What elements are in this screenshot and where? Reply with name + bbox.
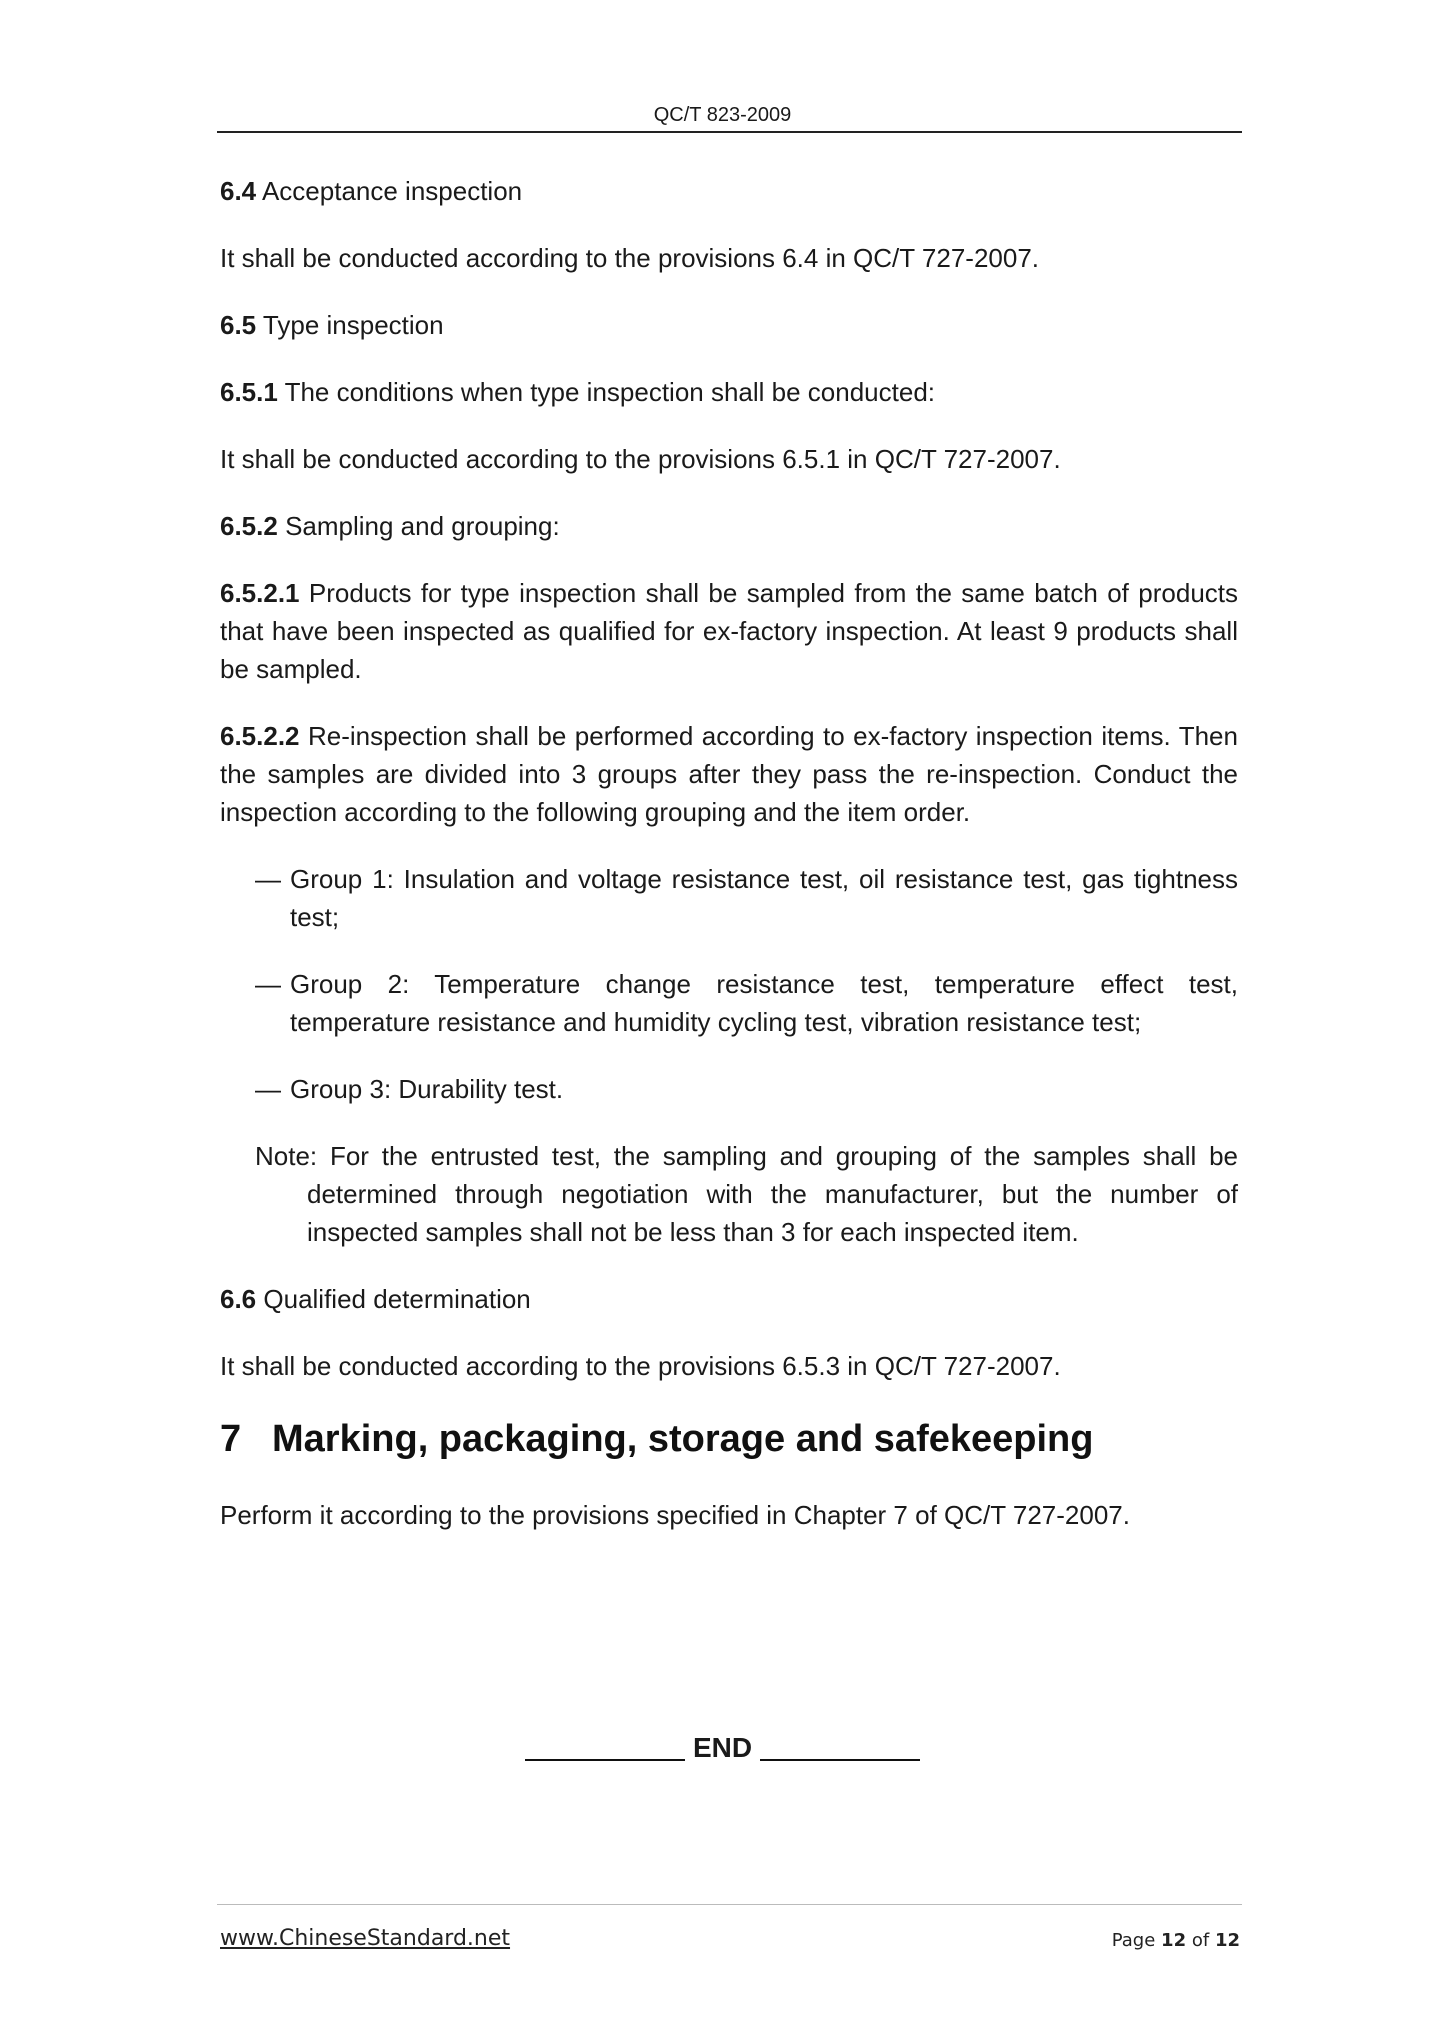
list-item-group-2: [255, 965, 1238, 1041]
section-6-5-heading: [220, 306, 1238, 344]
page-prefix: Page: [1111, 1930, 1156, 1951]
section-6-5-2-2-paragraph: [220, 717, 1238, 831]
section-number: 6.5.2.2: [220, 721, 300, 751]
section-6-5-2-heading: [220, 507, 1238, 545]
section-6-4-text: It shall be conducted according to the provisions 6.4 in QC/T 727-2007.: [220, 243, 1040, 273]
section-number: 6.5: [220, 310, 257, 340]
section-6-6-text: It shall be conducted according to the provisions 6.5.3 in QC/T 727-2007.: [220, 1351, 1061, 1381]
list-item-text: Group 3: Durability test.: [290, 1074, 564, 1104]
chapter-7-heading: [220, 1414, 1238, 1464]
end-rule-right: [760, 1759, 920, 1761]
section-title: Qualified determination: [263, 1284, 531, 1314]
list-dash: —: [255, 864, 281, 894]
note-paragraph: Note: For the entrusted test, the sampling and grouping of the samples shall be determined through negotiation with the manufacturer, but the number of inspected samples shall not be less than 3 for each inspected item.: [255, 1141, 1238, 1247]
section-title: Sampling and grouping:: [285, 511, 560, 541]
chapter-number: 7: [220, 1418, 242, 1460]
section-number: 6.5.2.1: [220, 578, 300, 608]
page-of: of: [1191, 1930, 1210, 1951]
page-current: 12: [1161, 1930, 1187, 1951]
list-item-text: Group 1: Insulation and voltage resistance test, oil resistance test, gas tightness test;: [290, 864, 1238, 932]
section-number: 6.4: [220, 176, 257, 206]
end-label: END: [692, 1732, 753, 1763]
section-number: 6.5.2: [220, 511, 278, 541]
section-text: Products for type inspection shall be sampled from the same batch of products that have been inspected as qualified for ex-factory inspection. At least 9 products shall be sampled.: [220, 578, 1238, 684]
section-6-5-1-heading: [220, 373, 1238, 411]
footer-divider: [217, 1904, 1242, 1905]
document-body: [220, 172, 1238, 1563]
section-title: Acceptance inspection: [261, 176, 523, 206]
section-6-5-2-1-paragraph: [220, 574, 1238, 688]
section-6-5-1-text: It shall be conducted according to the provisions 6.5.1 in QC/T 727-2007.: [220, 444, 1061, 474]
section-title: Type inspection: [262, 310, 444, 340]
section-text: Re-inspection shall be performed according to ex-factory inspection items. Then the samples are divided into 3 groups after they pass the re-inspection. Conduct the inspection according to the following grouping and the item order.: [220, 721, 1238, 827]
document-code-header: QC/T 823-2009: [653, 104, 792, 126]
list-item-group-3: [255, 1070, 1238, 1108]
list-dash: —: [255, 1074, 281, 1104]
list-item-text: Group 2: Temperature change resistance test, temperature effect test, temperature resistance and humidity cycling test, vibration resistance test;: [290, 969, 1238, 1037]
page-indicator: [1112, 1930, 1240, 1951]
list-dash: —: [255, 969, 281, 999]
chapter-title: Marking, packaging, storage and safekeeping: [272, 1418, 1094, 1460]
section-number: 6.6: [220, 1284, 257, 1314]
section-title: The conditions when type inspection shall be conducted:: [284, 377, 936, 407]
section-6-4-heading: [220, 172, 1238, 210]
section-6-6-heading: [220, 1280, 1238, 1318]
chapter-7-text: Perform it according to the provisions specified in Chapter 7 of QC/T 727-2007.: [220, 1500, 1130, 1530]
list-item-group-1: [255, 860, 1238, 936]
section-number: 6.5.1: [220, 377, 278, 407]
page-total: 12: [1214, 1930, 1240, 1951]
end-marker: [0, 1732, 1445, 1764]
end-rule-left: [525, 1759, 685, 1761]
website-link[interactable]: www.ChineseStandard.net: [220, 1926, 511, 1951]
header-divider: [217, 131, 1242, 133]
